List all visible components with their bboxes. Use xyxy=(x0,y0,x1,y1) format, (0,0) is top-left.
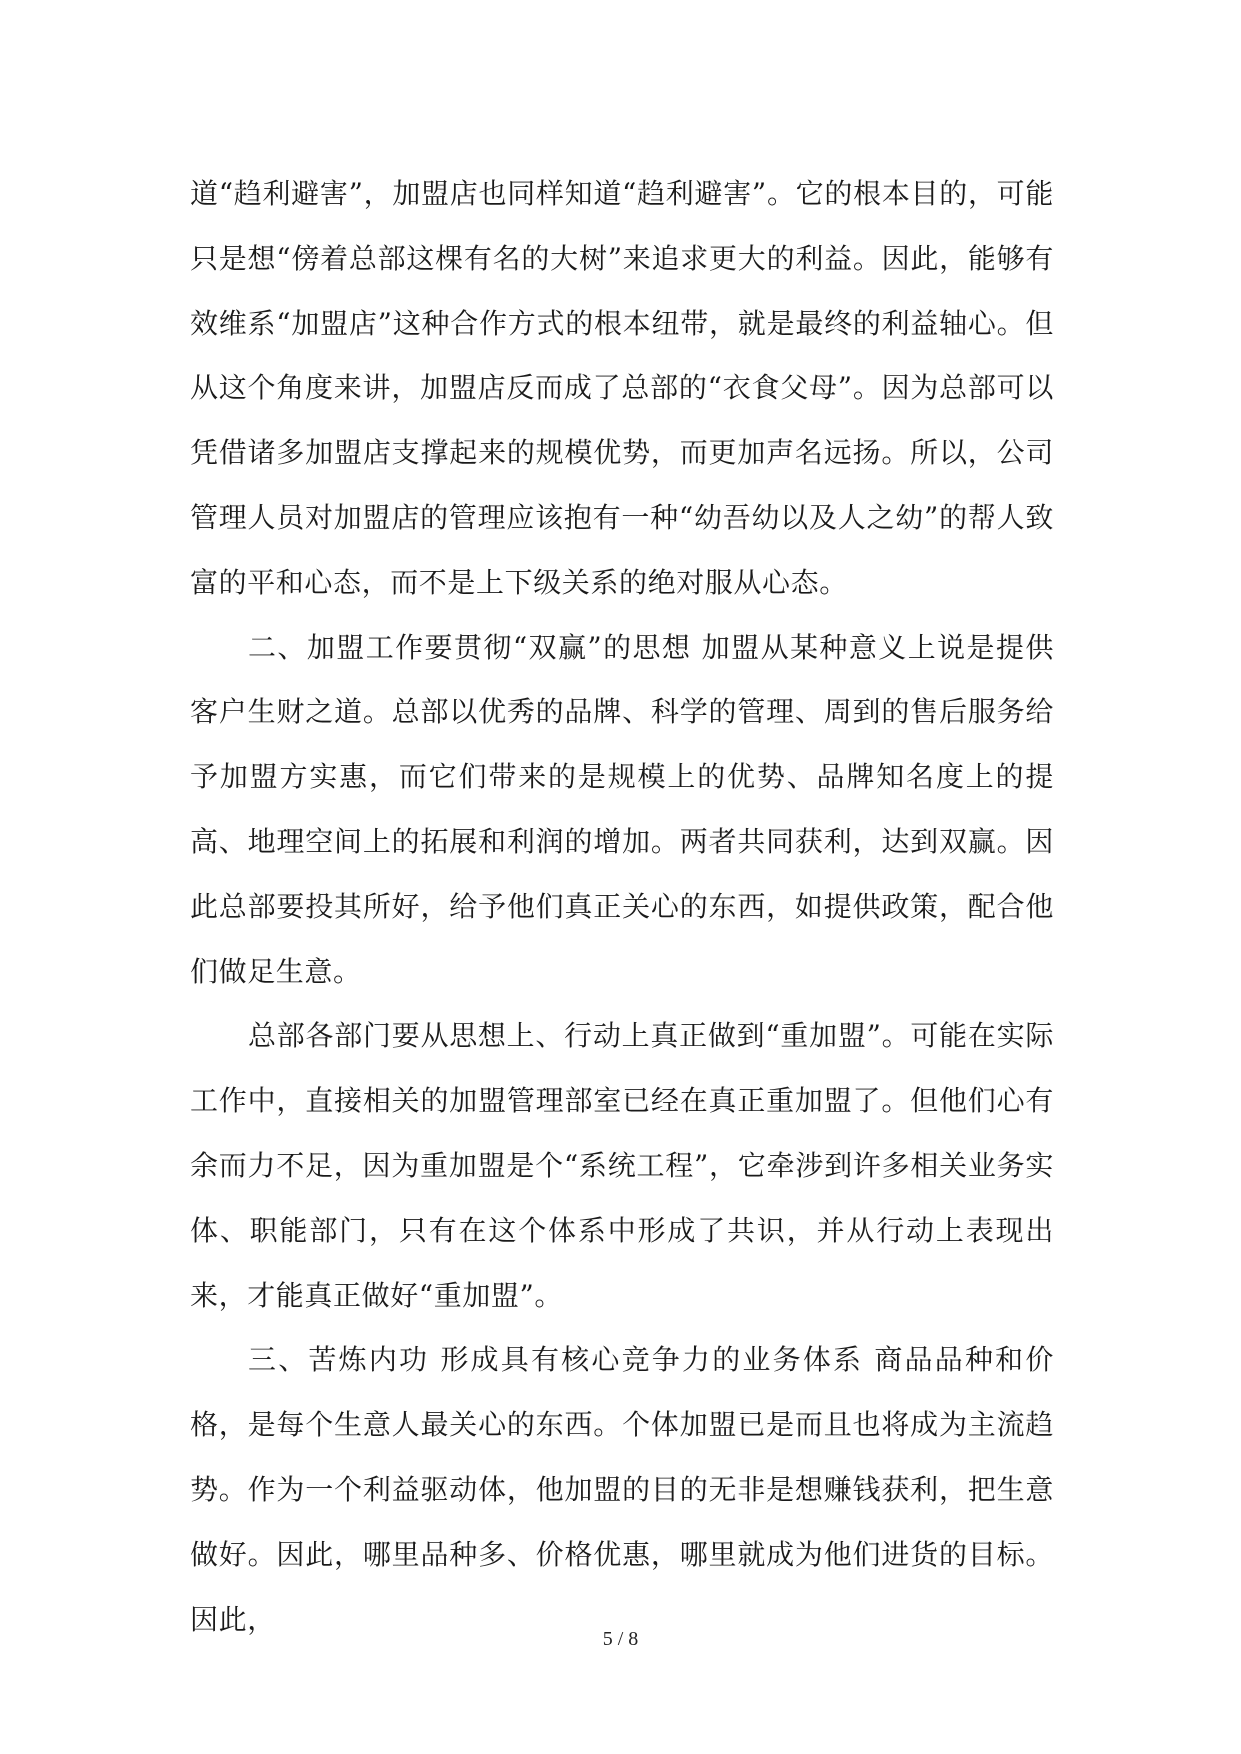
paragraph-3: 总部各部门要从思想上、行动上真正做到“重加盟”。可能在实际工作中，直接相关的加盟管理部室已经在真正重加盟了。但他们心有余而力不足，因为重加盟是个“系统工程”，它牵涉到许多相关业务实体、职能部门，只有在这个体系中形成了共识，并从行动上表现出来，才能真正做好“重加盟”。 xyxy=(190,1019,1054,1312)
paragraph-1: 道“趋利避害”，加盟店也同样知道“趋利避害”。它的根本目的，可能只是想“傍着总部这棵有名的大树”来追求更大的利益。因此，能够有效维系“加盟店”这种合作方式的根本纽带，就是最终的利益轴心。但从这个角度来讲，加盟店反而成了总部的“衣食父母”。因为总部可以凭借诸多加盟店支撑起来的规模优势，而更加声名远扬。所以，公司管理人员对加盟店的管理应该抱有一种“幼吾幼以及人之幼”的帮人致富的平和心态，而不是上下级关系的绝对服从心态。 xyxy=(190,177,1054,599)
paragraph-2: 二、加盟工作要贯彻“双赢”的思想 加盟从某种意义上说是提供客户生财之道。总部以优秀的品牌、科学的管理、周到的售后服务给予加盟方实惠，而它们带来的是规模上的优势、品牌知名度上的提高、地理空间上的拓展和利润的增加。两者共同获利，达到双赢。因此总部要投其所好，给予他们真正关心的东西，如提供政策，配合他们做足生意。 xyxy=(190,630,1054,988)
page-number: 5 / 8 xyxy=(602,1628,639,1650)
paragraph-4: 三、苦炼内功 形成具有核心竞争力的业务体系 商品品种和价格，是每个生意人最关心的东西。个体加盟已是而且也将成为主流趋势。作为一个利益驱动体，他加盟的目的无非是想赚钱获利，把生意做好。因此，哪里品种多、价格优惠，哪里就成为他们进货的目标。因此， xyxy=(190,1343,1054,1636)
document-body xyxy=(190,162,1054,1652)
